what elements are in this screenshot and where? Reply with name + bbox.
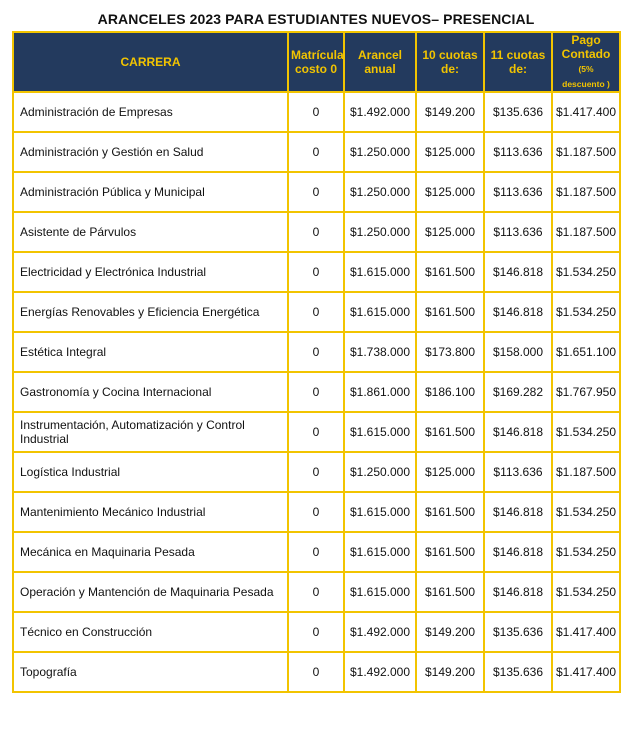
cell-arancel-anual: $1.250.000 <box>344 452 416 492</box>
cell-pago-contado: $1.187.500 <box>552 212 620 252</box>
cell-carrera: Mantenimiento Mecánico Industrial <box>13 492 288 532</box>
cell-carrera: Estética Integral <box>13 332 288 372</box>
cell-carrera: Electricidad y Electrónica Industrial <box>13 252 288 292</box>
cell-10-cuotas: $161.500 <box>416 292 484 332</box>
cell-carrera: Mecánica en Maquinaria Pesada <box>13 532 288 572</box>
cell-pago-contado: $1.187.500 <box>552 452 620 492</box>
header-contado-line4: descuento ) <box>562 79 610 89</box>
cell-pago-contado: $1.417.400 <box>552 612 620 652</box>
table-row <box>13 92 620 132</box>
cell-matricula: 0 <box>288 132 344 172</box>
cell-11-cuotas: $146.818 <box>484 252 552 292</box>
cell-arancel-anual: $1.615.000 <box>344 412 416 452</box>
table-row <box>13 652 620 692</box>
header-carrera-label: CARRERA <box>120 55 181 69</box>
table-row <box>13 612 620 652</box>
header-contado-line2: Contado <box>561 47 611 61</box>
cell-matricula: 0 <box>288 332 344 372</box>
cell-pago-contado: $1.534.250 <box>552 292 620 332</box>
cell-carrera: Instrumentación, Automatización y Control Industrial <box>13 412 288 452</box>
cell-carrera: Administración Pública y Municipal <box>13 172 288 212</box>
cell-matricula: 0 <box>288 172 344 212</box>
cell-11-cuotas: $113.636 <box>484 132 552 172</box>
cell-arancel-anual: $1.615.000 <box>344 252 416 292</box>
cell-pago-contado: $1.417.400 <box>552 92 620 132</box>
cell-11-cuotas: $146.818 <box>484 492 552 532</box>
cell-arancel-anual: $1.861.000 <box>344 372 416 412</box>
cell-11-cuotas: $135.636 <box>484 92 552 132</box>
cell-arancel-anual: $1.615.000 <box>344 492 416 532</box>
cell-arancel-anual: $1.250.000 <box>344 132 416 172</box>
header-contado-line3: (5% <box>578 64 594 74</box>
cell-arancel-anual: $1.492.000 <box>344 652 416 692</box>
cell-11-cuotas: $113.636 <box>484 172 552 212</box>
header-carrera <box>13 32 288 92</box>
cell-pago-contado: $1.187.500 <box>552 172 620 212</box>
header-10-cuotas <box>416 32 484 92</box>
cell-arancel-anual: $1.492.000 <box>344 92 416 132</box>
header-row <box>13 32 620 92</box>
header-matricula <box>288 32 344 92</box>
header-contado-line1: Pago <box>571 33 601 47</box>
header-matricula-line1: Matrícula <box>291 48 344 62</box>
table-row <box>13 492 620 532</box>
cell-10-cuotas: $149.200 <box>416 612 484 652</box>
cell-pago-contado: $1.534.250 <box>552 492 620 532</box>
cell-10-cuotas: $161.500 <box>416 532 484 572</box>
cell-matricula: 0 <box>288 532 344 572</box>
cell-pago-contado: $1.187.500 <box>552 132 620 172</box>
cell-10-cuotas: $149.200 <box>416 652 484 692</box>
cell-carrera: Administración y Gestión en Salud <box>13 132 288 172</box>
cell-matricula: 0 <box>288 652 344 692</box>
cell-matricula: 0 <box>288 492 344 532</box>
cell-pago-contado: $1.767.950 <box>552 372 620 412</box>
cell-10-cuotas: $125.000 <box>416 172 484 212</box>
table-row <box>13 212 620 252</box>
cell-10-cuotas: $173.800 <box>416 332 484 372</box>
cell-11-cuotas: $146.818 <box>484 572 552 612</box>
cell-11-cuotas: $113.636 <box>484 452 552 492</box>
table-row <box>13 132 620 172</box>
cell-pago-contado: $1.534.250 <box>552 252 620 292</box>
cell-pago-contado: $1.534.250 <box>552 572 620 612</box>
cell-carrera: Técnico en Construcción <box>13 612 288 652</box>
cell-11-cuotas: $146.818 <box>484 412 552 452</box>
cell-10-cuotas: $149.200 <box>416 92 484 132</box>
cell-matricula: 0 <box>288 252 344 292</box>
table-row <box>13 572 620 612</box>
cell-arancel-anual: $1.615.000 <box>344 292 416 332</box>
cell-11-cuotas: $158.000 <box>484 332 552 372</box>
cell-pago-contado: $1.417.400 <box>552 652 620 692</box>
table-row <box>13 452 620 492</box>
fees-table <box>12 31 621 693</box>
header-arancel <box>344 32 416 92</box>
header-pago-contado <box>552 32 620 92</box>
cell-arancel-anual: $1.492.000 <box>344 612 416 652</box>
cell-10-cuotas: $161.500 <box>416 492 484 532</box>
cell-matricula: 0 <box>288 452 344 492</box>
header-arancel-line1: Arancel <box>357 48 403 62</box>
cell-11-cuotas: $135.636 <box>484 612 552 652</box>
header-arancel-line2: anual <box>364 62 396 76</box>
cell-arancel-anual: $1.615.000 <box>344 572 416 612</box>
header-matricula-line2: costo 0 <box>294 62 337 76</box>
cell-10-cuotas: $161.500 <box>416 252 484 292</box>
cell-10-cuotas: $186.100 <box>416 372 484 412</box>
cell-matricula: 0 <box>288 92 344 132</box>
header-10-cuotas-line2: de: <box>441 62 459 76</box>
cell-pago-contado: $1.534.250 <box>552 532 620 572</box>
table-row <box>13 172 620 212</box>
table-row <box>13 252 620 292</box>
header-11-cuotas <box>484 32 552 92</box>
table-row <box>13 372 620 412</box>
cell-matricula: 0 <box>288 292 344 332</box>
cell-matricula: 0 <box>288 412 344 452</box>
cell-pago-contado: $1.534.250 <box>552 412 620 452</box>
cell-carrera: Gastronomía y Cocina Internacional <box>13 372 288 412</box>
cell-10-cuotas: $125.000 <box>416 452 484 492</box>
cell-11-cuotas: $113.636 <box>484 212 552 252</box>
cell-arancel-anual: $1.738.000 <box>344 332 416 372</box>
header-11-cuotas-line2: de: <box>509 62 527 76</box>
cell-pago-contado: $1.651.100 <box>552 332 620 372</box>
cell-11-cuotas: $169.282 <box>484 372 552 412</box>
cell-carrera: Asistente de Párvulos <box>13 212 288 252</box>
table-row <box>13 332 620 372</box>
cell-arancel-anual: $1.615.000 <box>344 532 416 572</box>
cell-11-cuotas: $146.818 <box>484 532 552 572</box>
cell-10-cuotas: $125.000 <box>416 132 484 172</box>
cell-matricula: 0 <box>288 572 344 612</box>
cell-carrera: Logística Industrial <box>13 452 288 492</box>
cell-matricula: 0 <box>288 612 344 652</box>
cell-11-cuotas: $135.636 <box>484 652 552 692</box>
cell-carrera: Energías Renovables y Eficiencia Energética <box>13 292 288 332</box>
header-10-cuotas-line1: 10 cuotas <box>422 48 478 62</box>
cell-carrera: Operación y Mantención de Maquinaria Pesada <box>13 572 288 612</box>
table-row <box>13 532 620 572</box>
page-title: ARANCELES 2023 PARA ESTUDIANTES NUEVOS– PRESENCIAL <box>97 11 535 27</box>
cell-10-cuotas: $125.000 <box>416 212 484 252</box>
cell-arancel-anual: $1.250.000 <box>344 172 416 212</box>
cell-arancel-anual: $1.250.000 <box>344 212 416 252</box>
cell-10-cuotas: $161.500 <box>416 412 484 452</box>
cell-carrera: Topografía <box>13 652 288 692</box>
cell-matricula: 0 <box>288 372 344 412</box>
table-row <box>13 292 620 332</box>
header-11-cuotas-line1: 11 cuotas <box>490 48 546 62</box>
cell-matricula: 0 <box>288 212 344 252</box>
cell-10-cuotas: $161.500 <box>416 572 484 612</box>
cell-11-cuotas: $146.818 <box>484 292 552 332</box>
table-row <box>13 412 620 452</box>
cell-carrera: Administración de Empresas <box>13 92 288 132</box>
